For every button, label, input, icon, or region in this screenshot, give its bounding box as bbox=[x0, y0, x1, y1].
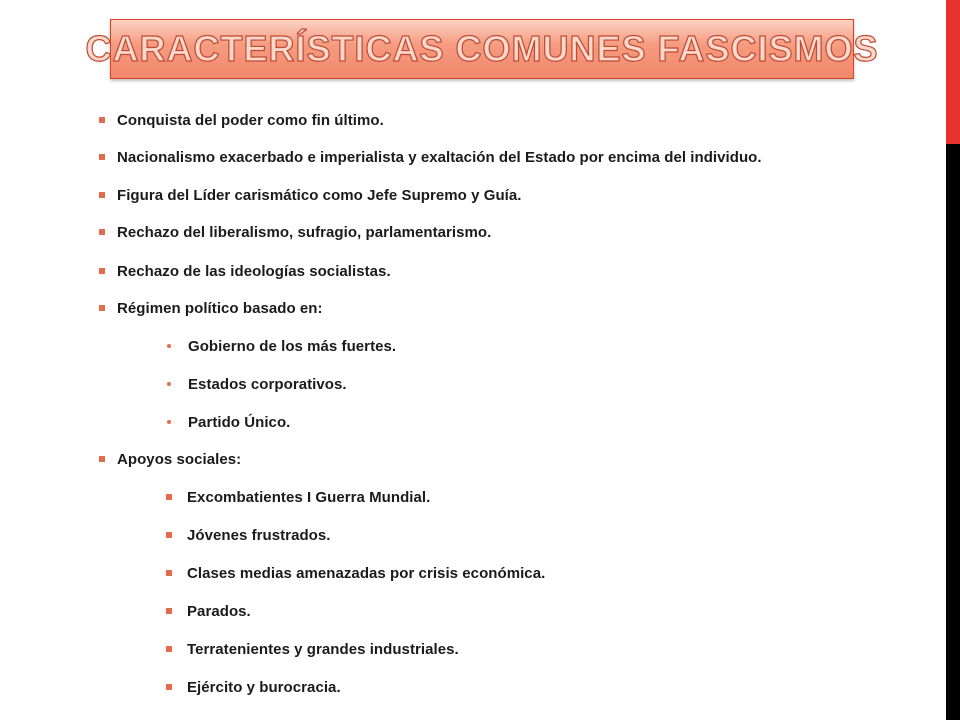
square-bullet-icon bbox=[166, 570, 172, 576]
square-bullet-icon bbox=[166, 494, 172, 500]
square-bullet-icon bbox=[99, 192, 105, 198]
side-accent-bar-red bbox=[946, 0, 960, 144]
list-item bbox=[99, 260, 391, 282]
dot-bullet-icon bbox=[167, 420, 171, 424]
sub-list-item bbox=[166, 373, 347, 395]
list-item-text: Parados. bbox=[187, 602, 251, 620]
square-bullet-icon bbox=[99, 154, 105, 160]
square-bullet-icon bbox=[166, 646, 172, 652]
square-bullet-icon bbox=[99, 117, 105, 123]
list-item bbox=[99, 221, 491, 243]
list-item-text: Conquista del poder como fin último. bbox=[117, 111, 384, 129]
sub-list-item bbox=[166, 524, 331, 546]
list-item-text: Terratenientes y grandes industriales. bbox=[187, 640, 459, 658]
list-item bbox=[99, 448, 241, 470]
slide-title: CARACTERÍSTICAS COMUNES FASCISMOS bbox=[85, 28, 879, 69]
sub-list-item bbox=[166, 562, 545, 584]
list-item-text: Nacionalismo exacerbado e imperialista y exaltación del Estado por encima del individuo. bbox=[117, 148, 762, 166]
list-item bbox=[99, 297, 323, 319]
list-item-text: Ejército y burocracia. bbox=[187, 678, 341, 696]
list-item-text: Jóvenes frustrados. bbox=[187, 526, 331, 544]
list-item-text: Apoyos sociales: bbox=[117, 450, 242, 468]
list-item-text: Excombatientes I Guerra Mundial. bbox=[187, 488, 431, 506]
square-bullet-icon bbox=[166, 532, 172, 538]
list-item-text: Partido Único. bbox=[188, 413, 291, 431]
list-item-text: Régimen político basado en: bbox=[117, 299, 323, 317]
sub-list-item bbox=[166, 486, 430, 508]
list-item bbox=[99, 184, 521, 206]
list-item-text: Clases medias amenazadas por crisis económica. bbox=[187, 564, 546, 582]
square-bullet-icon bbox=[99, 305, 105, 311]
dot-bullet-icon bbox=[167, 344, 171, 348]
square-bullet-icon bbox=[166, 684, 172, 690]
list-item-text: Gobierno de los más fuertes. bbox=[188, 337, 397, 355]
list-item-text: Rechazo de las ideologías socialistas. bbox=[117, 262, 391, 280]
square-bullet-icon bbox=[99, 229, 105, 235]
list-item bbox=[99, 146, 762, 168]
square-bullet-icon bbox=[166, 608, 172, 614]
list-item bbox=[99, 109, 384, 131]
sub-list-item bbox=[166, 638, 459, 660]
sub-list-item bbox=[166, 676, 341, 698]
list-item-text: Figura del Líder carismático como Jefe Supremo y Guía. bbox=[117, 186, 522, 204]
sub-list-item bbox=[166, 335, 396, 357]
side-accent-bar-black bbox=[946, 144, 960, 720]
dot-bullet-icon bbox=[167, 382, 171, 386]
sub-list-item bbox=[166, 411, 290, 433]
sub-list-item bbox=[166, 600, 251, 622]
list-item-text: Estados corporativos. bbox=[188, 375, 347, 393]
square-bullet-icon bbox=[99, 456, 105, 462]
square-bullet-icon bbox=[99, 268, 105, 274]
list-item-text: Rechazo del liberalismo, sufragio, parlamentarismo. bbox=[117, 223, 492, 241]
